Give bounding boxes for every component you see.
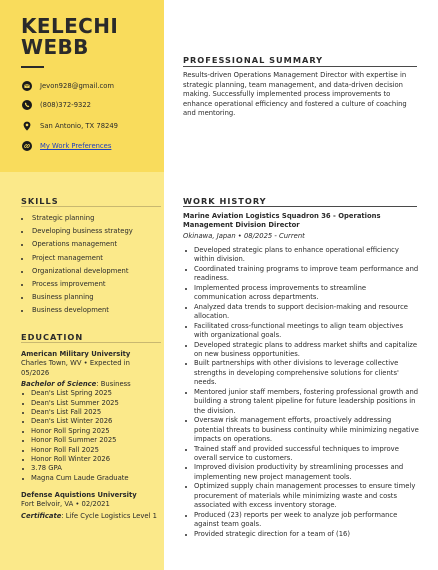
honor-item: Honor Roll Fall 2025 xyxy=(21,446,159,455)
link-icon xyxy=(22,141,32,151)
school-location: Fort Belvoir, VA • 02/2021 xyxy=(21,500,110,509)
education-divider xyxy=(21,342,161,343)
skill-item: Project management xyxy=(21,252,161,265)
honor-item: Honor Roll Winter 2026 xyxy=(21,455,159,464)
envelope-icon xyxy=(22,81,32,91)
degree-type: Bachelor of Science xyxy=(21,379,97,388)
contact-link xyxy=(22,140,162,152)
job-duties-list xyxy=(183,246,419,539)
skills-list xyxy=(21,212,161,318)
skill-item: Business development xyxy=(21,304,161,317)
duty-item: Implemented process improvements to streamline communication across departments. xyxy=(183,284,419,303)
degree-field: : Life Cycle Logistics Level 1 xyxy=(61,511,157,520)
degree xyxy=(21,380,159,389)
duty-item: Optimized supply chain management processes to ensure timely procurement of materials while minimizing waste and costs associated with excess inventory storage. xyxy=(183,482,419,510)
location-text: San Antonio, TX 78249 xyxy=(40,122,118,130)
honor-item: Honor Roll Spring 2025 xyxy=(21,427,159,436)
duty-item: Analyzed data trends to support decision-making and resource allocation. xyxy=(183,303,419,322)
phone-text: (808)372-9322 xyxy=(40,101,91,109)
honor-item: 3.78 GPA xyxy=(21,464,159,473)
skill-item: Organizational development xyxy=(21,265,161,278)
skill-item: Developing business strategy xyxy=(21,225,161,238)
map-pin-icon xyxy=(22,121,32,131)
school-name: Defense Aquistions University xyxy=(21,491,137,499)
honor-item: Dean's List Summer 2025 xyxy=(21,399,159,408)
degree xyxy=(21,512,159,521)
honor-item: Dean's List Fall 2025 xyxy=(21,408,159,417)
summary-divider xyxy=(183,66,417,67)
duty-item: Facilitated cross-functional meetings to align team objectives with organizational goals. xyxy=(183,322,419,341)
skills-title: SKILLS xyxy=(21,196,59,206)
degree-field: : Business xyxy=(96,379,131,388)
education-entry xyxy=(21,350,159,483)
work-history-title: WORK HISTORY xyxy=(183,196,267,206)
phone-icon xyxy=(22,100,32,110)
first-name: KELECHI xyxy=(21,14,119,38)
education-entry xyxy=(21,491,159,521)
contact-location xyxy=(22,120,162,132)
duty-item: Mentored junior staff members, fostering professional growth and building a strong talent pipeline for future leadership positions in the division. xyxy=(183,388,419,416)
duty-item: Built partnerships with other divisions to leverage collective strengths in developing comprehensive solutions for clients' needs. xyxy=(183,359,419,387)
job-location-dates: Okinawa, Japan • 08/2025 - Current xyxy=(183,232,305,240)
last-name: WEBB xyxy=(21,35,89,59)
work-history-divider xyxy=(183,206,417,207)
duty-item: Produced (23) reports per week to analyze job performance against team goals. xyxy=(183,511,419,530)
skill-item: Business planning xyxy=(21,291,161,304)
duty-item: Developed strategic plans to address market shifts and capitalize on new business opportunities. xyxy=(183,341,419,360)
skill-item: Process improvement xyxy=(21,278,161,291)
degree-type: Certificate xyxy=(21,511,62,520)
school-location: Charles Town, WV • Expected in 05/2026 xyxy=(21,359,130,377)
job-employer: Marine Aviation Logistics Squadron 36 - Operations Management Division Director xyxy=(183,212,381,230)
honor-item: Dean's List Winter 2026 xyxy=(21,417,159,426)
education-title: EDUCATION xyxy=(21,332,84,342)
email-text: Jevon928@gmail.com xyxy=(40,82,114,90)
duty-item: Developed strategic plans to enhance operational efficiency within division. xyxy=(183,246,419,265)
contact-phone xyxy=(22,99,162,111)
contact-email xyxy=(22,80,162,92)
duty-item: Coordinated training programs to improve team performance and readiness. xyxy=(183,265,419,284)
summary-title: PROFESSIONAL SUMMARY xyxy=(183,55,324,65)
honor-item: Dean's List Spring 2025 xyxy=(21,389,159,398)
skill-item: Operations management xyxy=(21,238,161,251)
duty-item: Trained staff and provided successful techniques to improve overall service to customers. xyxy=(183,445,419,464)
duty-item: Provided strategic direction for a team of (16) xyxy=(183,530,419,539)
summary-text: Results-driven Operations Management Director with expertise in strategic planning, team management, and data-driven decision making. Successfully implemented process improvements to enhance operational efficiency and fostered a culture of coaching and mentoring. xyxy=(183,71,407,118)
honor-item: Magna Cum Laude Graduate xyxy=(21,474,159,483)
work-preferences-link[interactable]: My Work Preferences xyxy=(40,142,112,150)
name-divider xyxy=(21,66,44,68)
skill-item: Strategic planning xyxy=(21,212,161,225)
candidate-name xyxy=(21,16,161,58)
duty-item: Improved division productivity by streamlining processes and implementing new project management tools. xyxy=(183,463,419,482)
skills-divider xyxy=(21,206,161,207)
honors-list xyxy=(21,389,159,483)
honor-item: Honor Roll Summer 2025 xyxy=(21,436,159,445)
school-name: American Military University xyxy=(21,350,131,358)
duty-item: Oversaw risk management efforts, proactively addressing potential threats to business continuity while minimizing negative impacts on operations. xyxy=(183,416,419,444)
